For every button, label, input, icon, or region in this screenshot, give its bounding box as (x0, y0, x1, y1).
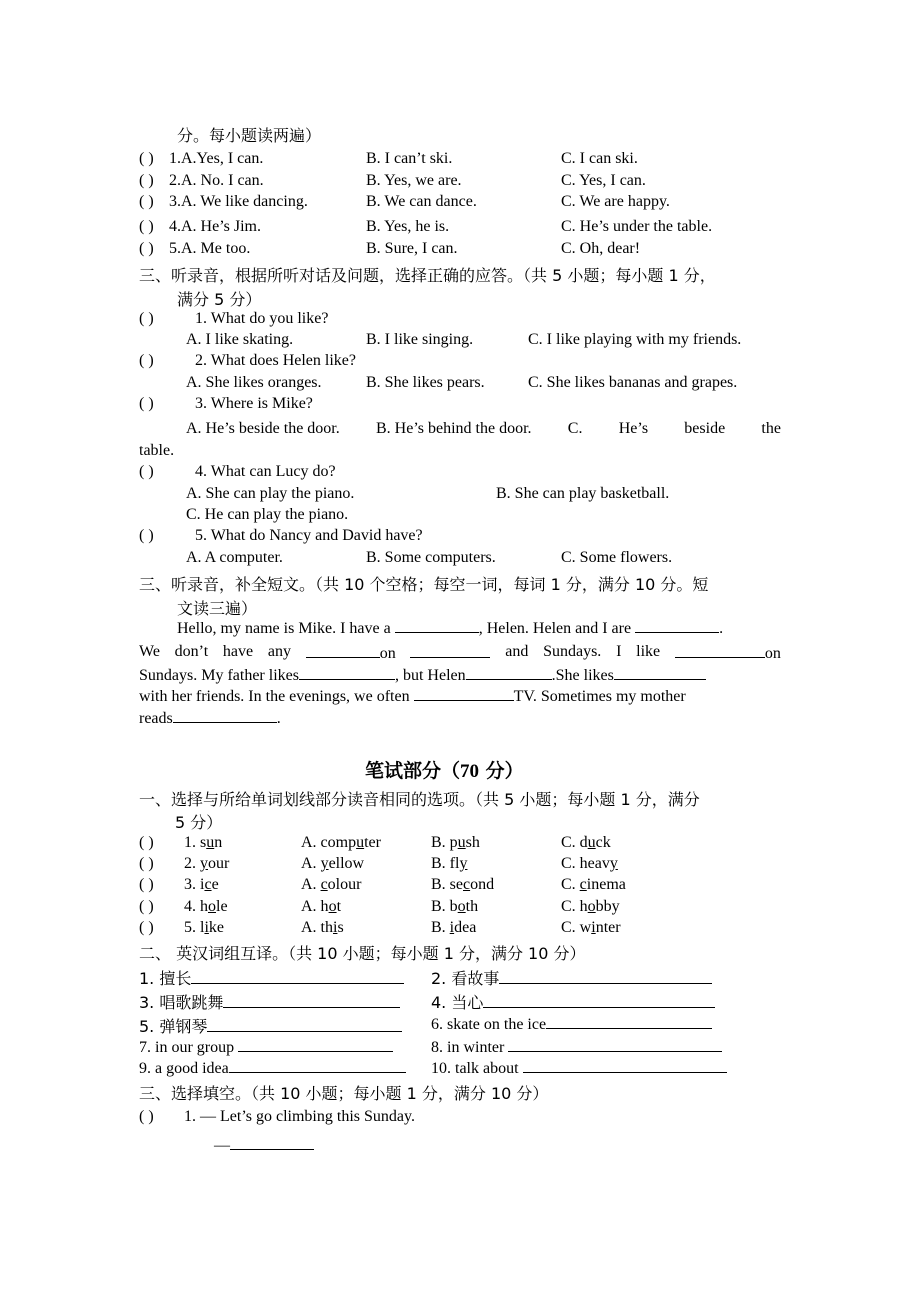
option-row (186, 420, 781, 438)
title-text: 笔试部分（ (365, 760, 461, 782)
word-part: e (211, 876, 219, 893)
option-a: A. Me too. (181, 240, 251, 257)
passage-text: , Helen. Helen and I are (478, 620, 632, 637)
answer-blank[interactable] (635, 618, 719, 633)
option-a (301, 855, 364, 873)
answer-bracket: ( ) (139, 218, 154, 235)
passage-line (177, 618, 723, 638)
item-text: 10. talk about (431, 1060, 519, 1077)
option-b: B. I can’t ski. (366, 150, 453, 167)
underlined-letters: c (204, 876, 212, 893)
option-c (561, 834, 611, 852)
word-part: B. p (431, 834, 458, 851)
answer-blank[interactable] (223, 993, 400, 1008)
underlined-letters: o (328, 898, 337, 915)
word-part: A. comp (301, 834, 357, 851)
answer-blank[interactable] (675, 643, 765, 658)
option-a: A. A computer. (186, 549, 283, 566)
item-text: 4. 当心 (431, 993, 484, 1012)
section-heading: 三、听录音，补全短文。（共 10 个空格；每空一词，每词 1 分，满分 10 分。短 (139, 575, 709, 594)
underlined-letters: i (449, 919, 455, 936)
passage-text: . (719, 620, 724, 637)
answer-bracket: ( ) (139, 310, 154, 327)
translation-item (139, 990, 400, 1013)
item-number: 5. (184, 919, 200, 936)
underlined-letters: c (579, 876, 587, 893)
word-part: n (214, 834, 223, 851)
option-c (561, 855, 618, 873)
word-part: ellow (328, 855, 365, 872)
option-b (431, 876, 494, 894)
item-number: 3. (184, 876, 200, 893)
item-text: 6. skate on the ice (431, 1016, 547, 1033)
underlined-letters: i (333, 919, 338, 936)
passage-text: TV. Sometimes my mother (513, 688, 686, 705)
option-a: A. We like dancing. (181, 193, 308, 210)
word-part: A. (301, 855, 321, 872)
option-a: A. She likes oranges. (186, 374, 322, 391)
option-c: C. Yes, I can. (561, 172, 646, 189)
option-c (561, 876, 626, 894)
option-a: A. He’s beside the door. (186, 420, 340, 437)
reply-dash: — (214, 1137, 230, 1154)
question-text: 3. Where is Mike? (195, 395, 313, 412)
answer-bracket: ( ) (139, 150, 154, 167)
passage-word: don’t (174, 643, 209, 660)
item-text: 9. a good idea (139, 1060, 229, 1077)
section-heading-cont: 5 分） (175, 813, 223, 832)
word-part: C. w (561, 919, 592, 936)
answer-bracket: ( ) (139, 876, 154, 893)
answer-bracket: ( ) (139, 527, 154, 544)
word-part: sh (465, 834, 480, 851)
answer-bracket: ( ) (139, 172, 154, 189)
underlined-letters: u (206, 834, 215, 851)
word-part: A. th (301, 919, 333, 936)
given-word (184, 919, 224, 937)
translation-item (139, 1058, 406, 1078)
section-heading-cont: 文读三遍） (177, 599, 258, 618)
word-part: ond (470, 876, 495, 893)
option-a: A.Yes, I can. (181, 150, 264, 167)
option-a: A. I like skating. (186, 331, 294, 348)
word-part: A. (301, 876, 321, 893)
translation-item (431, 1058, 727, 1078)
option-c-cont: table. (139, 442, 175, 459)
item-number: 1. (184, 834, 200, 851)
word-part: i (200, 876, 205, 893)
option-b: B. Yes, we are. (366, 172, 462, 189)
translation-item (431, 990, 715, 1013)
question-number: 2. (169, 172, 181, 189)
underlined-letters: o (457, 898, 466, 915)
word-part: A. h (301, 898, 329, 915)
word-part: C. heav (561, 855, 610, 872)
answer-blank[interactable] (523, 1058, 727, 1073)
word-part: B. fl (431, 855, 460, 872)
word-part: ck (595, 834, 611, 851)
passage-text: Hello, my name is Mike. I have a (177, 620, 391, 637)
passage-text: with her friends. In the evenings, we often (139, 688, 410, 705)
word-part: dea (454, 919, 477, 936)
given-word (184, 834, 222, 852)
option-b: B. He’s behind the door. (376, 420, 532, 437)
translation-item (431, 1037, 722, 1057)
option-c-word: the (761, 420, 781, 437)
answer-blank[interactable] (414, 686, 514, 701)
translation-item (431, 1014, 712, 1034)
option-a: A. She can play the piano. (186, 485, 355, 502)
answer-blank[interactable] (238, 1037, 393, 1052)
word-part: s (200, 834, 207, 851)
underlined-letters: i (591, 919, 596, 936)
passage-text: reads (139, 710, 173, 727)
option-c: C. He can play the piano. (186, 506, 349, 523)
word-part: h (200, 898, 208, 915)
answer-bracket: ( ) (139, 352, 154, 369)
section-heading: 二、 英汉词组互译。（共 10 小题；每小题 1 分，满分 10 分） (139, 944, 586, 963)
item-text: 1. 擅长 (139, 969, 192, 988)
answer-bracket: ( ) (139, 395, 154, 412)
word-part: C. d (561, 834, 588, 851)
underlined-letters: o (587, 898, 596, 915)
title-score: 70 (460, 761, 480, 782)
answer-blank[interactable] (299, 665, 395, 680)
option-a (301, 898, 341, 916)
option-a (301, 834, 381, 852)
option-b: B. Yes, he is. (366, 218, 450, 235)
underlined-letters: c (463, 876, 471, 893)
section-heading: 三、听录音，根据所听对话及问题，选择正确的应答。（共 5 小题；每小题 1 分， (139, 266, 716, 285)
underlined-letters: u (457, 834, 466, 851)
word-part: C. (561, 876, 580, 893)
option-a: A. No. I can. (181, 172, 264, 189)
answer-blank[interactable] (614, 665, 706, 680)
passage-text: . (276, 710, 281, 727)
word-part: ter (364, 834, 381, 851)
option-b (431, 855, 467, 873)
question-text: 5. What do Nancy and David have? (195, 527, 423, 544)
answer-bracket: ( ) (139, 919, 154, 936)
page-title (365, 756, 524, 783)
underlined-letters: o (208, 898, 216, 915)
question-text: 2. What does Helen like? (195, 352, 356, 369)
answer-blank[interactable] (466, 665, 552, 680)
answer-blank[interactable] (483, 993, 715, 1008)
section-heading: 一、选择与所给单词划线部分读音相同的选项。（共 5 小题；每小题 1 分，满分 (139, 790, 700, 809)
passage-word: have (222, 643, 254, 660)
option-c: C. He’s under the table. (561, 218, 713, 235)
answer-blank[interactable] (173, 708, 277, 723)
word-part: nter (595, 919, 621, 936)
answer-bracket: ( ) (139, 1108, 154, 1125)
option-b (431, 834, 480, 852)
translation-item (431, 966, 712, 989)
option-b: B. Some computers. (366, 549, 496, 566)
option-c: C. Oh, dear! (561, 240, 641, 257)
answer-blank[interactable] (395, 618, 479, 633)
passage-word: like (636, 643, 661, 660)
option-c (561, 919, 621, 937)
section-intro-tail: 分。每小题读两遍） (177, 126, 322, 145)
word-part: l (200, 919, 205, 936)
word-part: t (336, 898, 342, 915)
passage-line (139, 708, 281, 728)
word-part: th (465, 898, 479, 915)
option-c: C. I can ski. (561, 150, 638, 167)
word-part: B. se (431, 876, 463, 893)
passage-line (139, 686, 686, 706)
passage-text: , but Helen (394, 667, 466, 684)
underlined-letters: u (587, 834, 596, 851)
option-c-label: C. (567, 420, 583, 437)
word-part: B. (431, 919, 450, 936)
option-b: B. Sure, I can. (366, 240, 458, 257)
answer-blank[interactable] (191, 969, 404, 984)
word-part: inema (586, 876, 626, 893)
underlined-letters: y (609, 855, 618, 872)
word-part: s (337, 919, 344, 936)
option-c: C. I like playing with my friends. (528, 331, 742, 348)
answer-blank[interactable] (229, 1058, 406, 1073)
option-c-word: beside (684, 420, 726, 437)
given-word (184, 898, 228, 916)
given-word (184, 855, 229, 873)
answer-bracket: ( ) (139, 193, 154, 210)
passage-text: .She likes (551, 667, 614, 684)
translation-item (139, 966, 404, 989)
word-part: olour (327, 876, 362, 893)
option-a: A. He’s Jim. (181, 218, 261, 235)
answer-blank[interactable] (306, 643, 380, 658)
passage-word: and (505, 643, 529, 660)
option-c-word: He’s (618, 420, 649, 437)
answer-blank[interactable] (207, 1017, 402, 1032)
underlined-letters: u (356, 834, 365, 851)
word-part: le (216, 898, 228, 915)
item-text: 7. in our group (139, 1039, 235, 1056)
passage-word: on (379, 645, 396, 662)
passage-line (139, 643, 781, 663)
option-b (431, 898, 478, 916)
section-heading-cont: 满分 5 分） (177, 290, 262, 309)
section-heading: 三、选择填空。（共 10 小题；每小题 1 分，满分 10 分） (139, 1084, 549, 1103)
answer-blank[interactable] (508, 1037, 722, 1052)
word-part: C. h (561, 898, 588, 915)
question-number: 1. (169, 150, 181, 167)
answer-blank[interactable] (546, 1014, 712, 1029)
option-b: B. She can play basketball. (496, 485, 670, 502)
option-a (301, 876, 361, 894)
question-number: 5. (169, 240, 181, 257)
given-word (184, 876, 219, 894)
passage-word: We (139, 643, 160, 660)
passage-line (139, 665, 706, 685)
option-c (561, 898, 620, 916)
word-part: ke (208, 919, 225, 936)
underlined-letters: y (200, 855, 208, 872)
option-b: B. I like singing. (366, 331, 474, 348)
answer-blank[interactable] (410, 643, 490, 658)
answer-bracket: ( ) (139, 463, 154, 480)
question-text: 1. — Let’s go climbing this Sunday. (184, 1108, 415, 1125)
translation-item (139, 1014, 402, 1037)
option-c: C. Some flowers. (561, 549, 673, 566)
answer-blank[interactable] (499, 969, 712, 984)
option-c: C. She likes bananas and grapes. (528, 374, 738, 391)
passage-word: on (764, 645, 781, 662)
word-part: bby (595, 898, 620, 915)
word-part: B. b (431, 898, 458, 915)
item-number: 4. (184, 898, 200, 915)
question-text: 4. What can Lucy do? (195, 463, 336, 480)
option-b: B. We can dance. (366, 193, 477, 210)
translation-item (139, 1037, 393, 1057)
item-text: 3. 唱歌跳舞 (139, 993, 224, 1012)
underlined-letters: y (459, 855, 468, 872)
passage-word: any (267, 643, 291, 660)
word-part: our (208, 855, 230, 872)
option-c: C. We are happy. (561, 193, 670, 210)
answer-bracket: ( ) (139, 240, 154, 257)
passage-text: Sundays. My father likes (139, 667, 299, 684)
underlined-letters: c (320, 876, 328, 893)
item-text: 5. 弹钢琴 (139, 1017, 208, 1036)
item-text: 8. in winter (431, 1039, 505, 1056)
underlined-letters: i (204, 919, 209, 936)
underlined-letters: y (320, 855, 329, 872)
item-number: 2. (184, 855, 200, 872)
question-text: 1. What do you like? (195, 310, 329, 327)
answer-blank[interactable] (230, 1135, 314, 1150)
answer-bracket: ( ) (139, 898, 154, 915)
passage-word: Sundays. (543, 643, 602, 660)
question-number: 3. (169, 193, 181, 210)
answer-bracket: ( ) (139, 855, 154, 872)
option-b (431, 919, 476, 937)
passage-word: I (616, 643, 622, 660)
title-text: 分） (479, 760, 524, 782)
option-b: B. She likes pears. (366, 374, 485, 391)
option-a (301, 919, 344, 937)
reply-line (214, 1135, 314, 1155)
answer-bracket: ( ) (139, 834, 154, 851)
question-number: 4. (169, 218, 181, 235)
item-text: 2. 看故事 (431, 969, 500, 988)
